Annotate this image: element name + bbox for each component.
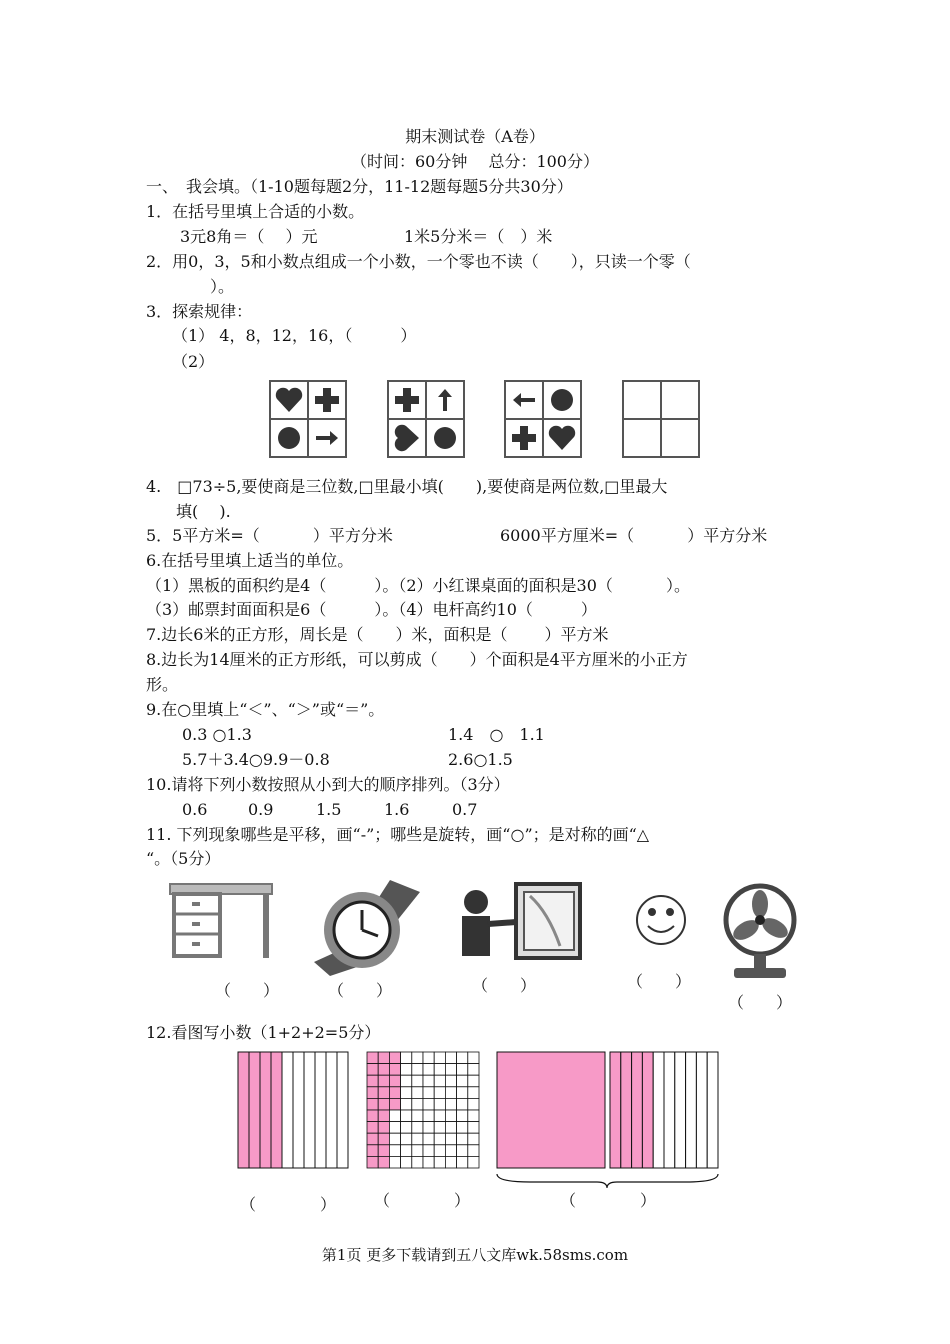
- hundredth-cell: [468, 1122, 479, 1134]
- q2-line2: ）。: [210, 277, 235, 296]
- tenth-cell: [642, 1052, 653, 1168]
- q8-line2: 形。: [146, 675, 179, 694]
- tenth-cell: [686, 1052, 697, 1168]
- q10-num: 0.6: [182, 800, 208, 819]
- q6-line2: （3）邮票封面面积是6（ ）。（4）电杆高约10（ ）: [146, 600, 597, 619]
- hundredth-cell: [389, 1052, 400, 1064]
- tenth-cell: [621, 1052, 632, 1168]
- hundredth-cell: [445, 1145, 456, 1157]
- hundredth-cell: [412, 1098, 423, 1110]
- fig-mixed: [497, 1052, 718, 1188]
- fan-picture: [726, 886, 794, 978]
- hundredth-cell: [434, 1156, 445, 1168]
- hundredth-cell: [468, 1133, 479, 1145]
- hundredth-cell: [434, 1098, 445, 1110]
- tenth-cell: [696, 1052, 707, 1168]
- page-subtitle: （时间：60分钟 总分：100分）: [351, 152, 599, 171]
- q10-text: 10.请将下列小数按照从小到大的顺序排列。（3分）: [146, 775, 510, 794]
- q9-b: 1.4 ○ 1.1: [448, 725, 545, 744]
- circle-icon: [278, 427, 300, 449]
- q4-line1: 4. □73÷5,要使商是三位数,□里最小填( ),要使商是两位数,□里最大: [146, 477, 668, 496]
- hundredth-cell: [401, 1087, 412, 1099]
- q12-text: 12.看图写小数（1+2+2=5分）: [146, 1023, 381, 1042]
- hundredth-cell: [378, 1110, 389, 1122]
- hundredth-cell: [401, 1133, 412, 1145]
- hundredth-cell: [412, 1133, 423, 1145]
- hundredth-cell: [457, 1052, 468, 1064]
- hundredth-cell: [389, 1145, 400, 1157]
- q1-b: 1米5分米＝（ ）米: [404, 227, 553, 246]
- hundredth-cell: [378, 1145, 389, 1157]
- hundredth-cell: [423, 1156, 434, 1168]
- q2-line1: 2．用0，3，5和小数点组成一个小数，一个零也不读（ ），只读一个零（: [146, 252, 691, 271]
- q3-sub1: （1） 4，8，12，16，（ ）: [172, 326, 417, 345]
- hundredth-cell: [401, 1052, 412, 1064]
- tenth-cell: [315, 1052, 326, 1168]
- hundredth-cell: [378, 1087, 389, 1099]
- pattern-box: [270, 381, 346, 457]
- hundredth-cell: [389, 1087, 400, 1099]
- q9-d: 2.6○1.5: [448, 750, 513, 769]
- tenth-cell: [260, 1052, 271, 1168]
- q11-blank[interactable]: （ ）: [627, 972, 692, 991]
- hundredth-cell: [457, 1087, 468, 1099]
- hundredth-cell: [457, 1064, 468, 1076]
- tenth-cell: [282, 1052, 293, 1168]
- hundredth-cell: [423, 1098, 434, 1110]
- hundredth-cell: [367, 1145, 378, 1157]
- smiley-picture: [637, 896, 685, 944]
- tenth-cell: [337, 1052, 348, 1168]
- q6-line1: （1）黑板的面积约是4（ ）。（2）小红课桌面的面积是30（ ）。: [146, 576, 690, 595]
- desk-picture: [170, 884, 272, 958]
- tenth-cell: [293, 1052, 304, 1168]
- hundredth-cell: [401, 1122, 412, 1134]
- hundredth-cell: [445, 1087, 456, 1099]
- q10-num: 1.6: [384, 800, 410, 819]
- hundredth-cell: [434, 1087, 445, 1099]
- hundredth-cell: [378, 1098, 389, 1110]
- q5-a: 5．5平方米=（ ）平方分米: [146, 526, 393, 545]
- tenth-cell: [610, 1052, 621, 1168]
- hundredth-cell: [423, 1133, 434, 1145]
- q3-text: 3．探索规律：: [146, 302, 253, 321]
- q12-blank[interactable]: （ ）: [374, 1191, 471, 1210]
- brace: [497, 1174, 718, 1188]
- q12-figures: [0, 1048, 950, 1188]
- hundredth-cell: [367, 1110, 378, 1122]
- hundredth-cell: [401, 1156, 412, 1168]
- tenth-cell: [675, 1052, 686, 1168]
- hundredth-cell: [389, 1110, 400, 1122]
- hundredth-cell: [389, 1156, 400, 1168]
- hundredth-cell: [412, 1052, 423, 1064]
- hundredth-cell: [389, 1122, 400, 1134]
- tenth-cell: [304, 1052, 315, 1168]
- hundredth-cell: [468, 1075, 479, 1087]
- hundredth-cell: [468, 1145, 479, 1157]
- q9-text: 9.在○里填上“＜”、“＞”或“＝”。: [146, 700, 385, 719]
- hundredth-cell: [412, 1064, 423, 1076]
- hundredth-cell: [423, 1110, 434, 1122]
- q3-sub2: （2）: [172, 352, 215, 371]
- q10-num: 0.9: [248, 800, 274, 819]
- tenth-cell: [326, 1052, 337, 1168]
- hundredth-cell: [457, 1133, 468, 1145]
- hundredth-cell: [468, 1110, 479, 1122]
- circle-icon: [551, 389, 573, 411]
- hundredth-cell: [401, 1064, 412, 1076]
- hundredth-cell: [401, 1110, 412, 1122]
- q5-b: 6000平方厘米=（ ）平方分米: [500, 526, 768, 545]
- q8-line1: 8.边长为14厘米的正方形纸，可以剪成（ ）个面积是4平方厘米的小正方: [146, 650, 688, 669]
- hundredth-cell: [445, 1122, 456, 1134]
- hundredth-cell: [389, 1133, 400, 1145]
- q1-text: 1．在括号里填上合适的小数。: [146, 202, 365, 221]
- hundredth-cell: [445, 1133, 456, 1145]
- q6-text: 6.在括号里填上适当的单位。: [146, 551, 354, 570]
- hundredth-cell: [367, 1052, 378, 1064]
- page-footer: 第1页 更多下载请到五八文库wk.58sms.com: [321, 1246, 629, 1264]
- q11-blank[interactable]: （ ）: [728, 993, 793, 1012]
- hundredth-cell: [389, 1075, 400, 1087]
- q7-text: 7.边长6米的正方形，周长是（ ）米，面积是（ ）平方米: [146, 625, 609, 644]
- hundredth-cell: [457, 1145, 468, 1157]
- tenth-cell: [653, 1052, 664, 1168]
- hundredth-cell: [457, 1156, 468, 1168]
- section-heading: 一、 我会填。（1-10题每题2分，11-12题每题5分共30分）: [146, 177, 573, 196]
- hundredth-cell: [378, 1122, 389, 1134]
- hundredth-cell: [445, 1075, 456, 1087]
- q11-blank[interactable]: （ ）: [472, 976, 537, 995]
- hundredth-cell: [434, 1122, 445, 1134]
- circle-icon: [434, 427, 456, 449]
- tenth-cell: [707, 1052, 718, 1168]
- q12-blank[interactable]: （ ）: [240, 1195, 337, 1214]
- hundredth-cell: [412, 1087, 423, 1099]
- hundredth-cell: [367, 1122, 378, 1134]
- hundredth-cell: [401, 1098, 412, 1110]
- hundredth-cell: [367, 1156, 378, 1168]
- hundredth-cell: [468, 1098, 479, 1110]
- hundredth-cell: [389, 1064, 400, 1076]
- pattern-figures: [0, 375, 950, 475]
- q4-line2: 填( ).: [176, 502, 231, 521]
- hundredth-cell: [434, 1075, 445, 1087]
- whole-square: [497, 1052, 605, 1168]
- hundredth-cell: [423, 1064, 434, 1076]
- hundredth-cell: [389, 1098, 400, 1110]
- pattern-box: [505, 381, 581, 457]
- hundredth-cell: [412, 1122, 423, 1134]
- hundredth-cell: [367, 1064, 378, 1076]
- hundredth-cell: [434, 1133, 445, 1145]
- hundredth-cell: [434, 1110, 445, 1122]
- tenth-cell: [249, 1052, 260, 1168]
- hundredth-cell: [457, 1110, 468, 1122]
- hundredth-cell: [423, 1145, 434, 1157]
- tenth-cell: [664, 1052, 675, 1168]
- hundredth-cell: [468, 1052, 479, 1064]
- q11-pictures: [0, 872, 950, 982]
- q11-blank[interactable]: （ ）: [215, 981, 280, 1000]
- q10-num: 0.7: [452, 800, 478, 819]
- hundredth-cell: [445, 1156, 456, 1168]
- hundredth-cell: [423, 1087, 434, 1099]
- hundredth-cell: [445, 1052, 456, 1064]
- hundredth-cell: [445, 1110, 456, 1122]
- watch-picture: [314, 880, 420, 976]
- window-picture: [452, 882, 580, 962]
- q12-blank[interactable]: （ ）: [560, 1191, 657, 1210]
- hundredth-cell: [367, 1133, 378, 1145]
- q1-a: 3元8角＝（ ）元: [180, 227, 318, 246]
- hundredth-cell: [423, 1122, 434, 1134]
- hundredth-cell: [445, 1098, 456, 1110]
- hundredth-cell: [412, 1145, 423, 1157]
- tenth-cell: [238, 1052, 249, 1168]
- hundredth-cell: [434, 1052, 445, 1064]
- hundredth-cell: [367, 1075, 378, 1087]
- hundredth-cell: [378, 1064, 389, 1076]
- hundredth-cell: [412, 1110, 423, 1122]
- hundredth-cell: [457, 1122, 468, 1134]
- q11-line1: 11. 下列现象哪些是平移，画“-”；哪些是旋转，画“○”；是对称的画“△: [146, 825, 650, 844]
- hundredth-cell: [378, 1133, 389, 1145]
- hundredth-cell: [401, 1075, 412, 1087]
- pattern-box: [623, 381, 699, 457]
- hundredth-cell: [434, 1064, 445, 1076]
- q9-c: 5.7＋3.4○9.9－0.8: [182, 750, 330, 769]
- hundredth-cell: [468, 1064, 479, 1076]
- hundredth-cell: [445, 1064, 456, 1076]
- hundredth-cell: [378, 1075, 389, 1087]
- hundredth-cell: [457, 1098, 468, 1110]
- tenth-cell: [271, 1052, 282, 1168]
- hundredth-cell: [412, 1075, 423, 1087]
- hundredth-cell: [378, 1052, 389, 1064]
- hundredth-cell: [457, 1075, 468, 1087]
- hundredth-cell: [412, 1156, 423, 1168]
- hundredth-cell: [367, 1098, 378, 1110]
- hundredth-cell: [468, 1156, 479, 1168]
- page-title: 期末测试卷（A卷）: [405, 127, 545, 146]
- hundredth-cell: [423, 1052, 434, 1064]
- hundredth-cell: [423, 1075, 434, 1087]
- hundredth-cell: [434, 1145, 445, 1157]
- q11-line2: “。（5分）: [146, 849, 221, 868]
- q11-blank[interactable]: （ ）: [328, 981, 393, 1000]
- tenth-cell: [632, 1052, 643, 1168]
- q9-a: 0.3 ○1.3: [182, 725, 252, 744]
- hundredth-cell: [378, 1156, 389, 1168]
- q10-num: 1.5: [316, 800, 342, 819]
- hundredth-cell: [367, 1087, 378, 1099]
- fig-tenths: [238, 1052, 348, 1168]
- fig-hundredths: [367, 1052, 479, 1168]
- hundredth-cell: [468, 1087, 479, 1099]
- hundredth-cell: [401, 1145, 412, 1157]
- pattern-box: [388, 381, 464, 457]
